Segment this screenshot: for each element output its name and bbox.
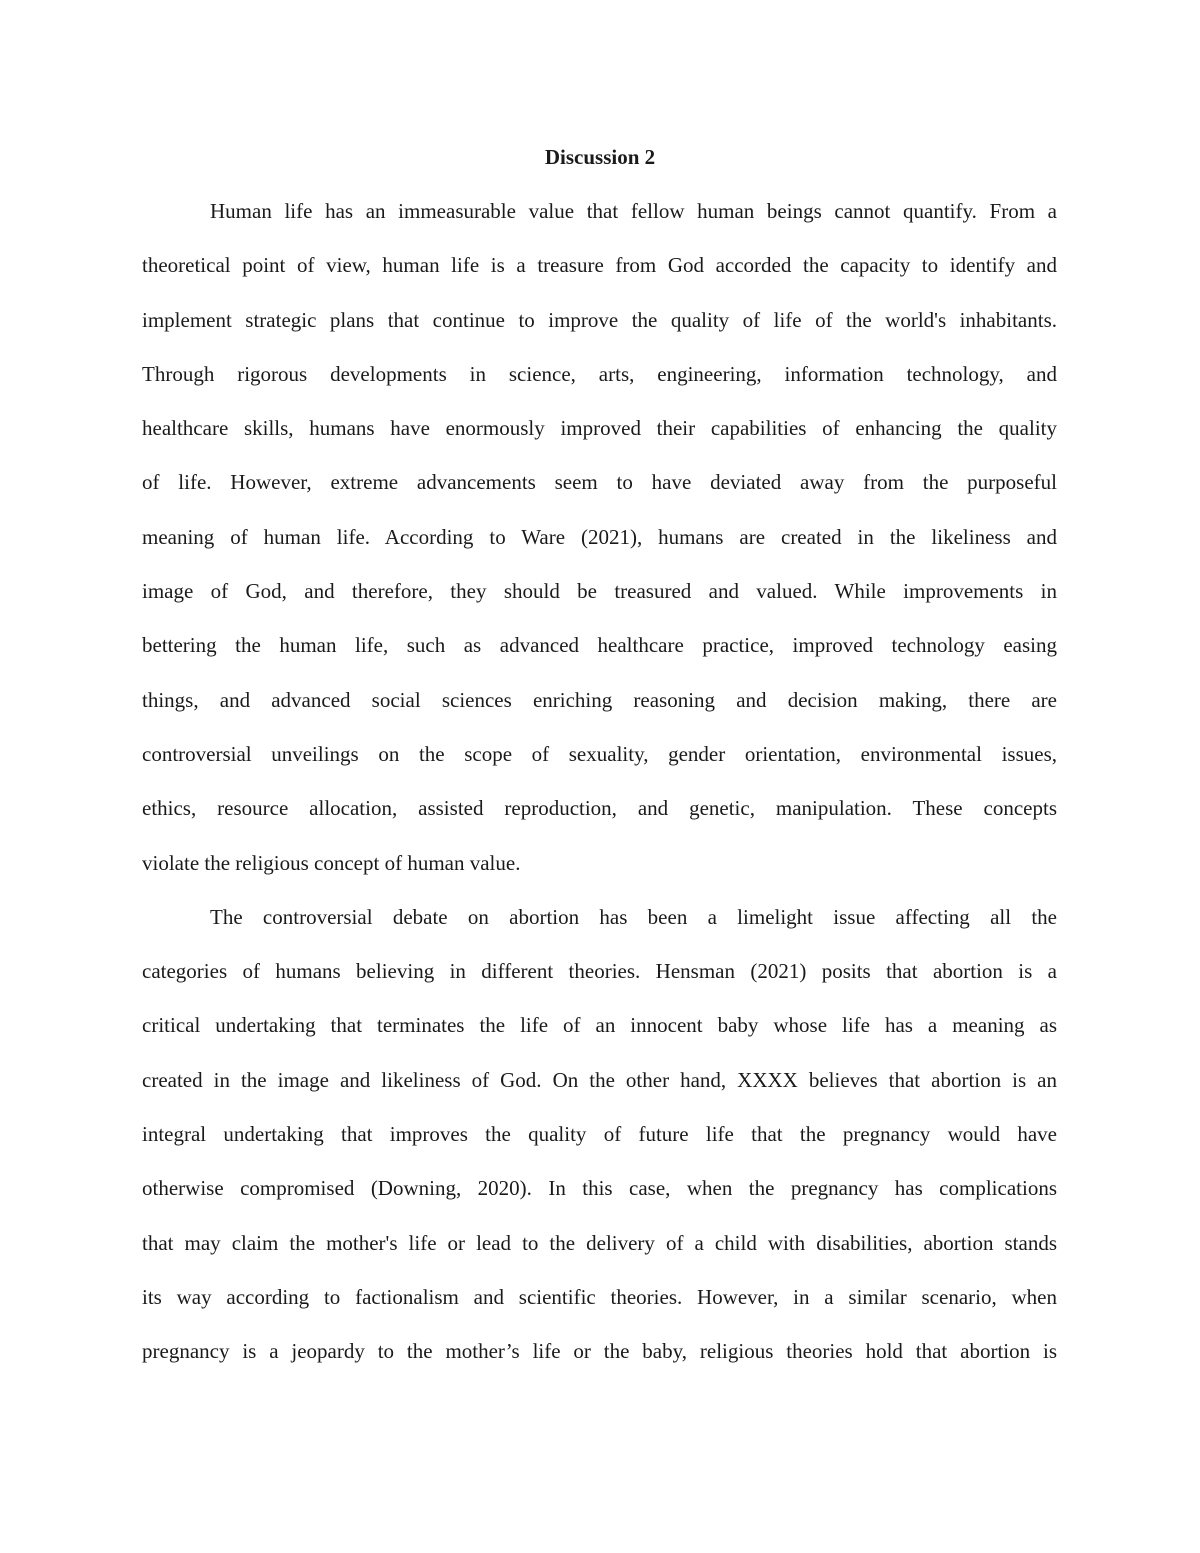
text-line: things, and advanced social sciences enriching reasoning and decision making, there are [142, 687, 1057, 712]
text-line: created in the image and likeliness of God. On the other hand, XXXX believes that abortion is an [142, 1067, 1057, 1092]
text-line: ethics, resource allocation, assisted reproduction, and genetic, manipulation. These concepts [142, 796, 1057, 821]
document-title: Discussion 2 [544, 145, 656, 169]
text-line: pregnancy is a jeopardy to the mother’s life or the baby, religious theories hold that abortion is [142, 1339, 1057, 1364]
text-line: its way according to factionalism and scientific theories. However, in a similar scenario, when [142, 1284, 1057, 1309]
text-line: image of God, and therefore, they should be treasured and valued. While improvements in [142, 579, 1057, 604]
text-line: of life. However, extreme advancements seem to have deviated away from the purposeful [142, 470, 1057, 495]
text-line: violate the religious concept of human value. [142, 850, 521, 875]
text-line: critical undertaking that terminates the life of an innocent baby whose life has a meaning as [142, 1013, 1057, 1038]
text-line: healthcare skills, humans have enormously improved their capabilities of enhancing the quality [142, 416, 1057, 441]
text-line: controversial unveilings on the scope of sexuality, gender orientation, environmental issues, [142, 741, 1057, 766]
document-body [142, 196, 1057, 1391]
text-line: meaning of human life. According to Ware (2021), humans are created in the likeliness and [142, 524, 1057, 549]
text-line: bettering the human life, such as advanced healthcare practice, improved technology easing [142, 633, 1057, 658]
text-line: otherwise compromised (Downing, 2020). In this case, when the pregnancy has complications [142, 1176, 1057, 1201]
text-line: Human life has an immeasurable value that fellow human beings cannot quantify. From a [210, 199, 1057, 223]
text-line: integral undertaking that improves the quality of future life that the pregnancy would have [142, 1122, 1057, 1147]
text-line: that may claim the mother's life or lead to the delivery of a child with disabilities, abortion stands [142, 1230, 1057, 1255]
text-line: The controversial debate on abortion has been a limelight issue affecting all the [210, 904, 1057, 929]
text-line: theoretical point of view, human life is a treasure from God accorded the capacity to identify and [142, 253, 1057, 278]
text-line: implement strategic plans that continue to improve the quality of life of the world's inhabitants. [142, 307, 1057, 332]
text-line: categories of humans believing in different theories. Hensman (2021) posits that abortion is a [142, 959, 1057, 984]
text-line: Through rigorous developments in science, arts, engineering, information technology, and [142, 361, 1057, 386]
